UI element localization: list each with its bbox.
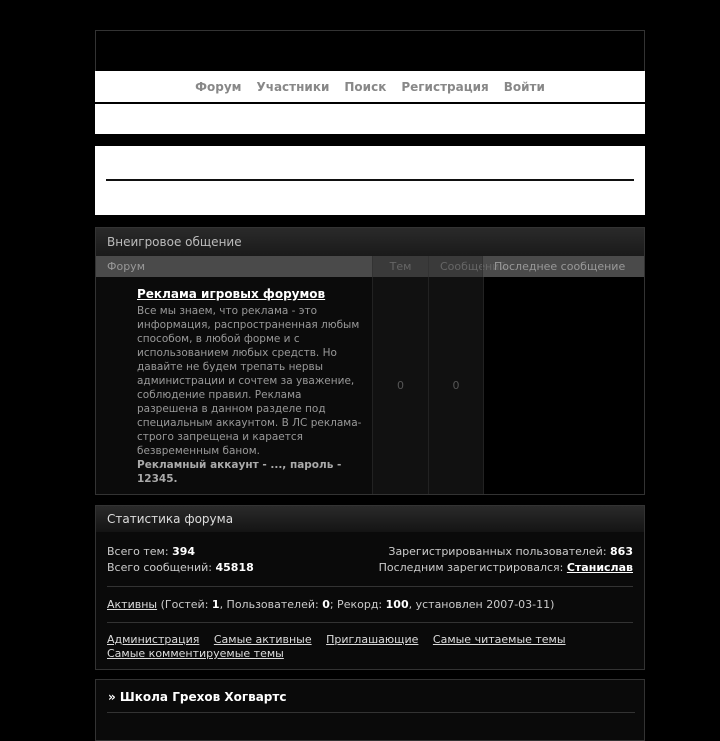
record-value: 100 — [385, 598, 409, 611]
forum-link[interactable]: Реклама игровых форумов — [137, 287, 326, 301]
header-top — [95, 30, 645, 72]
stats-divider-2 — [107, 622, 633, 623]
next-category-divider — [107, 712, 635, 713]
active-users-link[interactable]: Активны — [107, 598, 158, 611]
forum-last-post — [483, 277, 644, 494]
last-registered-user-link[interactable]: Станислав — [566, 561, 633, 574]
last-registered-label: Последним зарегистрировался: — [378, 561, 564, 574]
forum-topics-count: 0 — [372, 277, 428, 494]
forum-description — [137, 304, 362, 486]
stats-row-1 — [107, 544, 633, 560]
total-posts-value: 45818 — [215, 561, 254, 574]
forum-cell — [96, 277, 372, 494]
stats-divider — [107, 586, 633, 587]
category-block — [95, 227, 645, 495]
forum-posts-count: 0 — [428, 277, 483, 494]
users-label: , Пользователей: — [219, 598, 319, 611]
stats-body — [96, 532, 644, 669]
nav-forum[interactable]: Форум — [195, 79, 242, 94]
main-nav — [95, 71, 645, 104]
col-posts: Сообщений — [428, 256, 482, 277]
registered-value: 863 — [610, 545, 633, 558]
forum-row — [96, 277, 644, 494]
registered-users — [388, 544, 633, 560]
nav-login[interactable]: Войти — [503, 79, 545, 94]
banner-divider — [106, 179, 634, 181]
page-wrapper — [95, 30, 645, 704]
last-registered — [379, 560, 633, 576]
total-posts-label: Всего сообщений: — [107, 561, 212, 574]
col-topics: Тем — [372, 256, 428, 277]
announcement-banner — [95, 146, 645, 215]
guests-value: 1 — [211, 598, 220, 611]
link-most-active[interactable]: Самые активные — [213, 633, 312, 646]
nav-underbar — [95, 104, 645, 134]
registered-label: Зарегистрированных пользователей: — [388, 545, 607, 558]
next-category-title[interactable]: » Школа Грехов Хогвартс — [108, 690, 287, 704]
category-title: Внеигровое общение — [96, 228, 644, 256]
category-header — [96, 256, 644, 277]
link-most-read-topics[interactable]: Самые читаемые темы — [432, 633, 566, 646]
col-last-post: Последнее сообщение — [482, 256, 644, 277]
total-topics — [107, 544, 195, 560]
total-topics-label: Всего тем: — [107, 545, 169, 558]
guests-label: (Гостей: — [160, 598, 209, 611]
users-value: 0 — [322, 598, 330, 611]
stats-row-2 — [107, 560, 633, 576]
nav-register[interactable]: Регистрация — [401, 79, 489, 94]
col-forum: Форум — [107, 260, 145, 273]
link-most-commented-topics[interactable]: Самые комментируемые темы — [107, 647, 284, 660]
total-topics-value: 394 — [172, 545, 196, 558]
total-posts — [107, 560, 254, 576]
stats-title: Статистика форума — [96, 506, 644, 532]
link-inviters[interactable]: Приглашающие — [326, 633, 419, 646]
online-info — [107, 597, 633, 612]
forum-stats — [95, 505, 645, 670]
next-category-block — [95, 679, 645, 741]
nav-members[interactable]: Участники — [256, 79, 330, 94]
link-administration[interactable]: Администрация — [107, 633, 200, 646]
nav-search[interactable]: Поиск — [344, 79, 387, 94]
header — [95, 30, 645, 214]
forum-account-note: Рекламный аккаунт - ..., пароль - 12345. — [137, 459, 342, 485]
stats-links — [107, 633, 633, 661]
record-date: , установлен 2007-03-11) — [408, 598, 555, 611]
forum-description-text: Все мы знаем, что реклама - это информация, распространенная любым способом, в любой форме и с использованием любых средств. Но давайте не будем трепать нервы администрации и сочтем за уважение, соблюдение правил. Реклама разрешена в данном разделе под специальным аккаунтом. В ЛС реклама- строго запрещена и карается безвременным баном. — [137, 305, 362, 457]
record-label: ; Рекорд: — [329, 598, 383, 611]
